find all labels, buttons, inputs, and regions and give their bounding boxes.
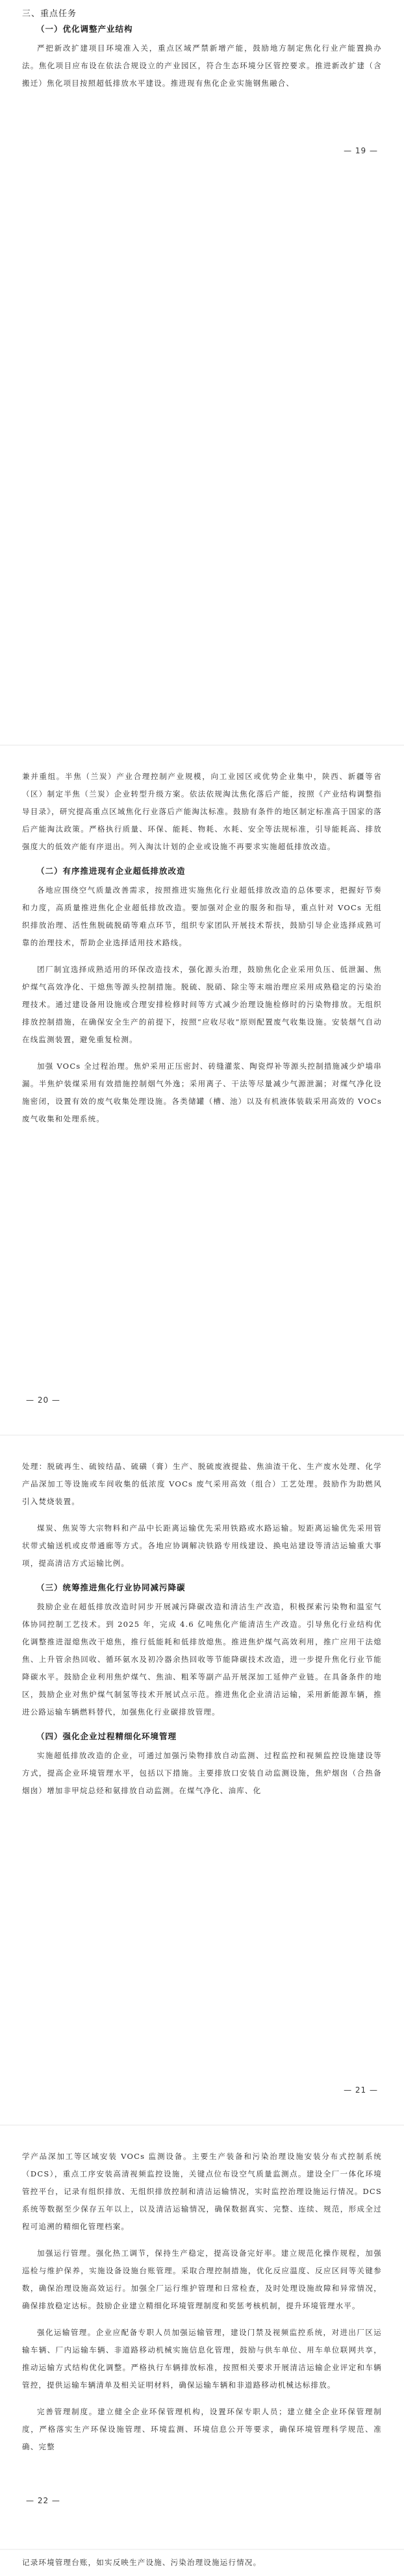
paragraph: 兼并重组。半焦（兰炭）产业合理控制产业规模，向工业园区或优势企业集中，陕西、新疆等省（区）制定半焦（兰炭）企业转型升级方案。依法依规淘汰焦化落后产能，按照《产业结构调整指导目录》，研究提高重点区域焦化行业落后产能淘汰标准。鼓励有条件的地区制定标准高于国家的落后产能淘汰政策。严格执行质量、环保、能耗、物耗、水耗、安全等法规标准，引导能耗高、排放强度大的低效产能有序退出。列入淘汰计划的企业或设施不再要求实施超低排放改造。 bbox=[22, 772, 382, 851]
page-19 bbox=[0, 0, 404, 745]
subheading-optimize-structure: （一）优化调整产业结构 bbox=[36, 24, 133, 34]
paragraph: 鼓励企业在超低排放改造时同步开展减污降碳改造和清洁生产改造，积极探索污染物和温室气体协同控制工艺技术。到 2025 年，完成 4.6 亿吨焦化产能清洁生产改造。引导焦化行业结构优化调整推进湿熄焦改干熄焦，推行低能耗和低排放熄焦。推进焦炉煤气高效利用，推广应用干法熄焦、上升管余热回收、循环氨水及初冷器余热回收等节能降碳技术改造，进一步提升焦化行业节能降碳水平。鼓励企业利用焦炉煤气、焦油、粗苯等副产品开展深加工延伸产业链。在具备条件的地区，鼓励企业对焦炉煤气制氢等技术开展试点示范。推进焦化企业清洁运输，采用新能源车辆，推进公路运输车辆燃料替代，加强焦化行业碳排放管理。 bbox=[22, 1602, 382, 1716]
paragraph: 记录环境管理台账，如实反映生产设施、污染治理设施运行情况。 bbox=[22, 2558, 262, 2567]
paragraph: 学产品深加工等区域安装 VOCs 监测设备。主要生产装备和污染治理设施安装分布式控制系统（DCS），重点工序安装高清视频监控设施，关键点位布设空气质量监测点。建设全厂一体化环境管控平台，记录有组织排放、无组织排放控制和清洁运输情况，实时监控治理设施运行情况。DCS 系统等数据至少保存五年以上，以及清洁运输情况，确保数据真实、完整、连续、规范，形成全过程可追溯的精细化管理档案。 bbox=[22, 2152, 382, 2231]
paragraph: 完善管理制度。建立健全企业环保管理机构，设置环保专职人员；建立健全企业环保管理制度，严格落实生产环保设施管理、环境监测、环境信息公开等要求，确保环境管理科学规范、准确、完整 bbox=[22, 2407, 382, 2451]
paragraph: 团厂制宜选择成熟适用的环保改造技术，强化源头治理，鼓励焦化企业采用负压、低泄漏、焦炉煤气高效净化、干熄焦等源头控制措施。脱硫、脱硝、除尘等末端治理应采用成熟稳定的污染治理技术。通过建设备用设施或合理安排检修时间等方式减少治理设施检修时的污染物排放。无组织排放控制措施，在确保安全生产的前提下，按照“应收尽收”原则配置废气收集设施。安装烟气自动在线监测装置，避免重复检测。 bbox=[22, 965, 382, 1044]
page-22 bbox=[0, 2126, 404, 2549]
page-20 bbox=[0, 746, 404, 1435]
subheading-ultra-low-emission: （二）有序推进现有企业超低排放改造 bbox=[36, 866, 186, 876]
page-21 bbox=[0, 1436, 404, 2124]
paragraph: 煤炭、焦炭等大宗物料和产品中长距离运输优先采用铁路或水路运输。短距离运输优先采用管状带式输送机或皮带通廊等方式。各地应协调解决铁路专用线建设、换电站建设等清洁运输重大事项，提高清洁方式运输比例。 bbox=[22, 1524, 382, 1568]
page-number: — 20 — bbox=[26, 1396, 60, 1405]
subheading-environment-management: （四）强化企业过程精细化环境管理 bbox=[36, 1731, 177, 1741]
paragraph: 加强运行管理。强化热工调节，保持生产稳定，提高设备完好率。建立规范化操作规程，加强巡检与维护保养，实施设备设施台账管理。采取合理控制措施，优化反应温度、反应区间等关键参数，确保治理设施高效运行。加强全厂运行维护管理和日常检查，及时处理设施故障和异常情况，确保排放稳定达标。鼓励企业建立精细化环境管理制度和奖惩考核机制，提升环境管理水平。 bbox=[22, 2249, 382, 2310]
subheading-pollution-carbon-reduction: （三）统筹推进焦化行业协同减污降碳 bbox=[36, 1583, 186, 1592]
paragraph: 强化运输管理。企业应配备专职人员加强运输管理，建设门禁及视频监控系统，对进出厂区运输车辆、厂内运输车辆、非道路移动机械实施信息化管理，鼓励与供车单位、用车单位联网共享，推动运输方式结构优化调整。严格执行车辆排放标准，按照相关要求开展清洁运输企业评定和车辆管控，提供运输车辆清单及相关证明材料，确保运输车辆和非道路移动机械达标排放。 bbox=[22, 2328, 382, 2390]
paragraph: 加强 VOCs 全过程治理。焦炉采用正压密封、砖缝灌浆、陶瓷焊补等源头控制措施减少炉墙串漏。半焦炉装煤采用有效措施控制烟气外逸；采用离子、干法等尽量减少气源泄漏；对煤气净化设施密闭，设置有效的废气收集处理设施。各类储罐（槽、池）以及有机液体装载采用高效的 VOCs 废气收集和处理系统。 bbox=[22, 1062, 382, 1123]
page-number: — 19 — bbox=[344, 146, 378, 155]
page-number: — 22 — bbox=[26, 2496, 60, 2505]
page-23-top bbox=[0, 2550, 404, 2576]
page-number: — 21 — bbox=[344, 2085, 378, 2095]
paragraph: 各地应围绕空气质量改善需求，按照推进实施焦化行业超低排放改造的总体要求，把握好节奏和力度，高质量推进焦化企业超低排放改造。要加强对企业的服务和指导，重点针对 VOCs 无组织排放治理、活性焦脱硫脱硝等难点环节，组织专家团队开展技术帮扶，鼓励引导企业选择成熟可靠的治理技术，帮助企业选择适用技术路线。 bbox=[22, 886, 382, 947]
paragraph: 处理：脱硫再生、硫铵结晶、硫磺（膏）生产、脱硫废液提盐、焦油渣干化、生产废水处理、化学产品深加工等设施或车间收集的低浓度 VOCs 废气采用高效（组合）工艺处理。鼓励作为助燃风引入焚烧装置。 bbox=[22, 1462, 382, 1506]
paragraph: 严把新改扩建项目环境准入关，重点区域严禁新增产能，鼓励地方制定焦化行业产能置换办法。焦化项目应布设在依法合规设立的产业园区，符合生态环境分区管控要求。推进新改扩建（含搬迁）焦化项目按照超低排放水平建设。推进现有焦化企业实施钢焦融合、 bbox=[22, 44, 382, 88]
paragraph: 实施超低排放改造的企业，可通过加强污染物排放自动监测、过程监控和视频监控设施建设等方式，提高企业环境管理水平，包括以下措施。主要排放口安装自动监测设施，焦炉烟囱（合热备烟囱）增加非甲烷总烃和氨排放自动监测。在煤气净化、油库、化 bbox=[22, 1751, 382, 1795]
section-heading-key-tasks: 三、重点任务 bbox=[22, 9, 77, 19]
